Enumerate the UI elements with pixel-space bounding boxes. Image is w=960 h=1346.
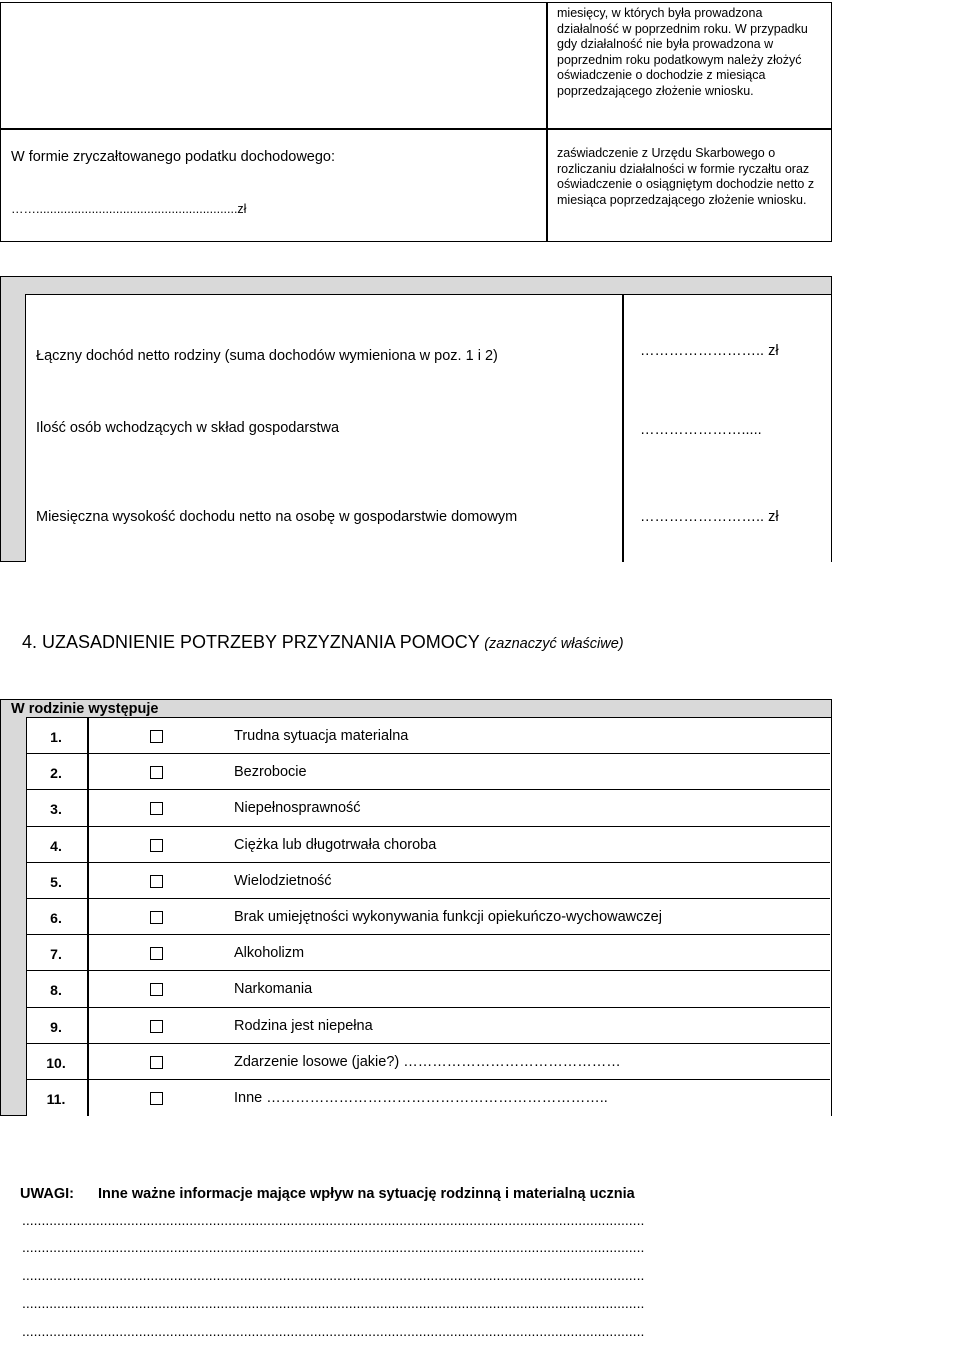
checklist-number: 3. bbox=[50, 801, 62, 818]
checklist-column-divider bbox=[87, 863, 89, 898]
summary-label-persons: Ilość osób wchodzących w skład gospodarstwa bbox=[36, 420, 340, 436]
checklist-checkbox[interactable] bbox=[150, 730, 163, 743]
section4-header: W rodzinie występuje bbox=[11, 701, 159, 717]
checklist-checkbox[interactable] bbox=[150, 802, 163, 815]
checklist-column-divider bbox=[87, 899, 89, 934]
remarks-line[interactable]: ................................................................................................................................................................ bbox=[22, 1295, 645, 1311]
checklist-checkbox[interactable] bbox=[150, 1020, 163, 1033]
checklist-label: Ciężka lub długotrwała choroba bbox=[234, 836, 437, 853]
summary-value-income[interactable]: …………………….. zł bbox=[640, 343, 779, 359]
remarks-line[interactable]: ................................................................................................................................................................ bbox=[22, 1267, 645, 1283]
row1-right-text: miesięcy, w których była prowadzona działalność w poprzednim roku. W przypadku gdy działalność nie była prowadzona w poprzednim roku podatkowym należy złożyć oświadczenie o dochodzie z miesiąca poprzedzającego złożenie wniosku. bbox=[557, 6, 808, 98]
checklist-checkbox[interactable] bbox=[150, 1092, 163, 1105]
checklist-number: 10. bbox=[46, 1054, 66, 1071]
checklist-column-divider bbox=[87, 971, 89, 1006]
summary-divider bbox=[622, 295, 624, 562]
remarks-line[interactable]: ................................................................................................................................................................ bbox=[22, 1212, 645, 1228]
checklist-column-divider bbox=[87, 1080, 89, 1116]
remarks-line[interactable]: ................................................................................................................................................................ bbox=[22, 1323, 645, 1339]
checklist-column-divider bbox=[87, 827, 89, 862]
checklist-label: Bezrobocie bbox=[234, 764, 307, 781]
top-table-row1-left bbox=[0, 2, 548, 130]
checklist-label: Rodzina jest niepełna bbox=[234, 1017, 373, 1034]
checklist-row bbox=[26, 899, 830, 935]
top-table-row1-right bbox=[546, 2, 832, 130]
checklist-label: Wielodzietność bbox=[234, 872, 332, 889]
checklist-label: Alkoholizm bbox=[234, 945, 305, 962]
summary-value-per-person[interactable]: …………………….. zł bbox=[640, 509, 779, 525]
checklist-checkbox[interactable] bbox=[150, 875, 163, 888]
checklist-label: Niepełnosprawność bbox=[234, 800, 361, 817]
checklist-column-divider bbox=[87, 1008, 89, 1043]
checklist-number: 1. bbox=[50, 729, 62, 745]
checklist-number: 4. bbox=[50, 837, 62, 854]
remarks-heading bbox=[20, 1186, 635, 1202]
checklist-number: 2. bbox=[50, 765, 62, 782]
top-table-row2-left bbox=[0, 128, 548, 242]
checklist-row bbox=[26, 935, 830, 971]
checklist-column-divider bbox=[87, 935, 89, 970]
summary-value-persons[interactable]: …………………..... bbox=[640, 422, 762, 438]
remarks-line[interactable]: ................................................................................................................................................................ bbox=[22, 1239, 645, 1255]
row2-left-label: W formie zryczałtowanego podatku dochodowego: bbox=[11, 149, 336, 165]
summary-label-income: Łączny dochód netto rodziny (suma dochodów wymieniona w poz. 1 i 2) bbox=[36, 348, 498, 364]
checklist-row bbox=[26, 790, 830, 826]
checklist-row bbox=[26, 718, 830, 754]
checklist-row bbox=[26, 1080, 830, 1116]
checklist-row bbox=[26, 1008, 830, 1044]
checklist-number: 5. bbox=[50, 873, 62, 890]
checklist-checkbox[interactable] bbox=[150, 983, 163, 996]
row2-left-value[interactable]: ……..........................................................zł bbox=[11, 202, 247, 216]
checklist-column-divider bbox=[87, 718, 89, 753]
checklist-number: 7. bbox=[50, 946, 62, 963]
section4-title: 4. UZASADNIENIE POTRZEBY PRZYZNANIA POMOCY bbox=[22, 632, 480, 652]
checklist-checkbox[interactable] bbox=[150, 766, 163, 779]
checklist-label: Narkomania bbox=[234, 981, 313, 998]
summary-label-per-person: Miesięczna wysokość dochodu netto na osobę w gospodarstwie domowym bbox=[36, 509, 518, 525]
checklist-row bbox=[26, 754, 830, 790]
checklist-checkbox[interactable] bbox=[150, 839, 163, 852]
checklist-label: Zdarzenie losowe (jakie?) ……………………………………… bbox=[234, 1053, 621, 1070]
checklist-column-divider bbox=[87, 790, 89, 825]
top-table-row2-right bbox=[546, 128, 832, 242]
checklist-label: Trudna sytuacja materialna bbox=[234, 728, 409, 744]
checklist-number: 6. bbox=[50, 910, 62, 926]
checklist-row bbox=[26, 1044, 830, 1080]
checklist-checkbox[interactable] bbox=[150, 911, 163, 924]
checklist-row bbox=[26, 827, 830, 863]
remarks-title: Inne ważne informacje mające wpływ na sytuację rodzinną i materialną ucznia bbox=[98, 1186, 635, 1202]
remarks-label: UWAGI: bbox=[20, 1186, 74, 1202]
checklist-label: Inne …………………………………………………………….. bbox=[234, 1090, 608, 1106]
checklist-row bbox=[26, 863, 830, 899]
checklist-number: 9. bbox=[50, 1018, 62, 1035]
checklist-number: 8. bbox=[50, 982, 62, 999]
section4-heading bbox=[22, 632, 624, 653]
checklist-column-divider bbox=[87, 1044, 89, 1079]
checklist-label: Brak umiejętności wykonywania funkcji opiekuńczo-wychowawczej bbox=[234, 909, 662, 925]
checklist-checkbox[interactable] bbox=[150, 1056, 163, 1069]
section4-note: (zaznaczyć właściwe) bbox=[484, 636, 624, 652]
row2-right-text: zaświadczenie z Urzędu Skarbowego o rozliczaniu działalności w formie ryczałtu oraz oświadczenie o osiągniętym dochodzie netto z miesiąca poprzedzającego złożenie wniosku. bbox=[557, 146, 815, 207]
checklist-column-divider bbox=[87, 754, 89, 789]
checklist-number: 11. bbox=[46, 1091, 66, 1107]
checklist-row bbox=[26, 971, 830, 1007]
checklist-checkbox[interactable] bbox=[150, 947, 163, 960]
